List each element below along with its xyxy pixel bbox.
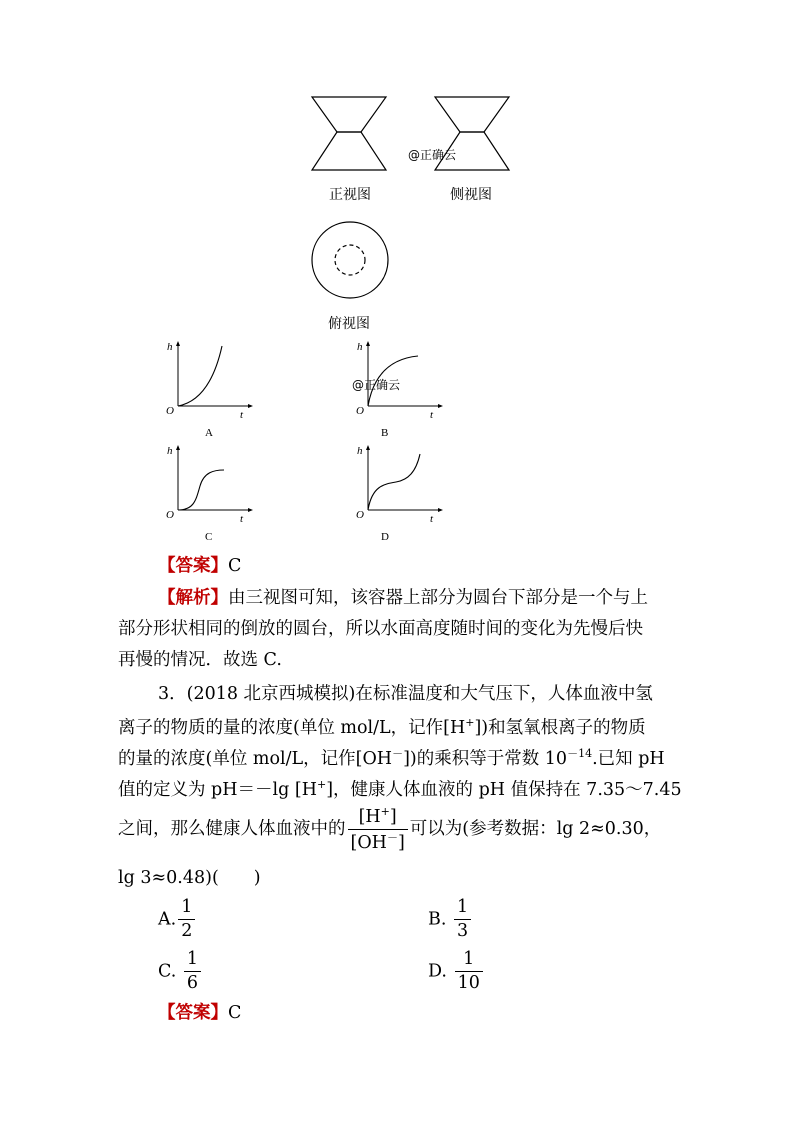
top-view-label: 俯视图 bbox=[328, 316, 370, 332]
q3-answer bbox=[158, 1005, 241, 1023]
analysis-tag: 【解析】 bbox=[158, 588, 228, 608]
q3-text-line: 值的定义为 pH＝－lg [H+]，健康人体血液的 pH 值保持在 7.35～7.45 bbox=[118, 778, 682, 800]
q2-analysis-line: 【解析】由三视图可知，该容器上部分为圆台下部分是一个与上 bbox=[158, 588, 648, 608]
option-b: B. $\frac{1}{3}$ bbox=[428, 898, 473, 942]
graph-a bbox=[160, 338, 255, 438]
q2-analysis-line: 再慢的情况．故选 C. bbox=[118, 650, 282, 670]
origin-label: O bbox=[166, 509, 174, 521]
option-a: A. $\frac{1}{2}$ bbox=[158, 898, 197, 942]
origin-label: O bbox=[356, 509, 364, 521]
front-view bbox=[312, 97, 386, 170]
graph-d bbox=[350, 442, 445, 542]
t-axis-label: t bbox=[240, 409, 244, 421]
answer-value: C bbox=[228, 1003, 242, 1023]
graph-c bbox=[160, 442, 255, 542]
q3-text-line: 之间，那么健康人体血液中的 $\frac{[H^+]}{[OH^-]}$ 可以为(参考数据：lg 2≈0.30， bbox=[118, 805, 662, 853]
watermark: @正确云 bbox=[352, 378, 401, 392]
q3-text-line: 的量的浓度(单位 mol/L，记作[OH－])的乘积等于常数 $10^{-14}$.已知 pH bbox=[118, 747, 665, 769]
q2-analysis-line: 部分形状相同的倒放的圆台，所以水面高度随时间的变化为先慢后快 bbox=[118, 619, 643, 639]
h-oh-fraction: $\frac{[H^+]}{[OH^-]}$ bbox=[348, 806, 408, 853]
top-view bbox=[312, 222, 388, 298]
h-axis-label: h bbox=[357, 445, 363, 457]
t-axis-label: t bbox=[240, 513, 244, 525]
h-axis-label: h bbox=[167, 445, 173, 457]
option-d: D. $\frac{1}{10}$ bbox=[428, 950, 485, 994]
answer-tag: 【答案】 bbox=[158, 1003, 228, 1023]
answer-value: C bbox=[228, 556, 242, 576]
graph-d-label: D bbox=[381, 531, 389, 542]
q3-text-line: 3．(2018 北京西城模拟)在标准温度和大气压下，人体血液中氢 bbox=[158, 684, 653, 704]
origin-label: O bbox=[166, 405, 174, 417]
three-view-figure bbox=[290, 85, 530, 335]
answer-tag: 【答案】 bbox=[158, 556, 228, 576]
t-axis-label: t bbox=[430, 409, 434, 421]
graph-c-label: C bbox=[205, 531, 213, 542]
q3-text-line: lg 3≈0.48)( ) bbox=[118, 868, 261, 888]
h-axis-label: h bbox=[167, 341, 173, 353]
origin-label: O bbox=[356, 405, 364, 417]
option-c: C. $\frac{1}{6}$ bbox=[158, 950, 203, 994]
graph-b-label: B bbox=[381, 427, 389, 438]
q2-answer bbox=[158, 558, 241, 576]
graph-a-label: A bbox=[205, 427, 213, 438]
q3-text-line: 离子的物质的量的浓度(单位 mol/L，记作[H+])和氢氧根离子的物质 bbox=[118, 716, 646, 738]
front-view-label: 正视图 bbox=[329, 187, 371, 203]
side-view-label: 侧视图 bbox=[450, 187, 492, 203]
watermark: @正确云 bbox=[408, 148, 457, 162]
t-axis-label: t bbox=[430, 513, 434, 525]
h-axis-label: h bbox=[357, 341, 363, 353]
